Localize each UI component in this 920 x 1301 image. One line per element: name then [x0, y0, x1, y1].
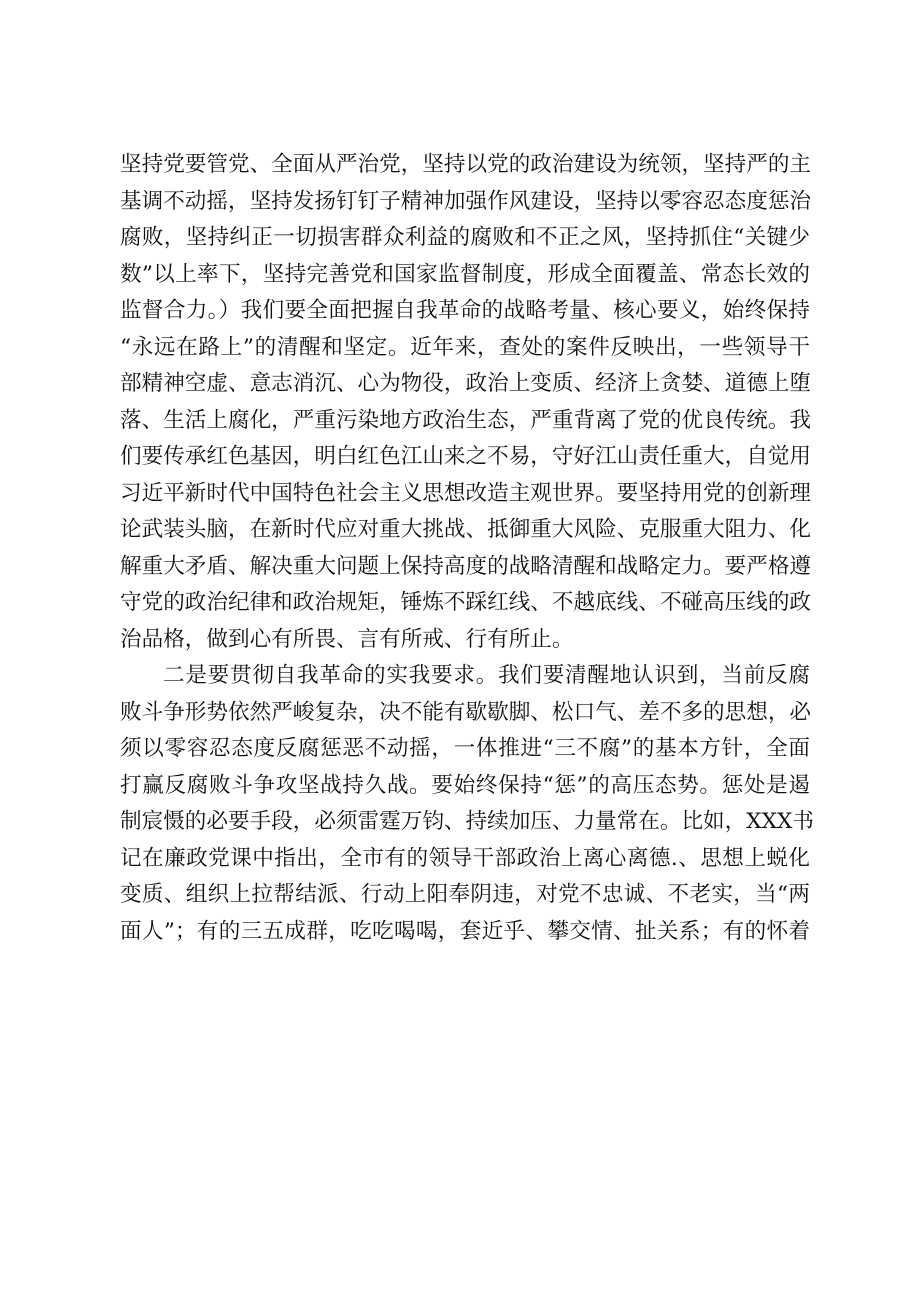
- text-line-15: 二是要贯彻自我革命的实我要求。我们要清醒地认识到，当前反腐: [163, 663, 810, 688]
- text-line-21: 变质、组织上拉帮结派、行动上阳奉阴违，对党不忠诚、不老实，当“两: [120, 882, 810, 907]
- text-line-11: 论武装头脑，在新时代应对重大挑战、抵御重大风险、克服重大阻力、化: [120, 517, 812, 542]
- text-line-10: 习近平新时代中国特色社会主义思想改造主观世界。要坚持用党的创新理: [120, 480, 812, 506]
- text-line-14: 治品格，做到心有所畏、言有所戒、行有所止。: [120, 626, 574, 652]
- text-line-7: 部精神空虚、意志消沉、心为物役，政治上变质、经济上贪婪、道德上堕: [120, 371, 812, 396]
- text-line-4: 数”以上率下，坚持完善党和国家监督制度，形成全面覆盖、常态长效的: [120, 261, 810, 287]
- text-line-18: 打赢反腐败斗争攻坚战持久战。要始终保持“惩”的高压态势。惩处是遏: [120, 772, 810, 798]
- text-line-5: 监督合力。）我们要全面把握自我革命的战略考量、核心要义，始终保持: [120, 298, 810, 323]
- text-line-16: 败斗争形势依然严峻复杂，决不能有歇歇脚、松口气、差不多的思想，必: [120, 699, 812, 725]
- text-line-17: 须以零容忍态度反腐惩恶不动摇，一体推进“三不腐”的基本方针，全面: [120, 736, 810, 761]
- text-line-13: 守党的政治纪律和政治规矩，锤炼不踩红线、不越底线、不碰高压线的政: [120, 590, 812, 615]
- text-line-1: 坚持党要管党、全面从严治党，坚持以党的政治建设为统领，坚持严的主: [120, 152, 812, 177]
- text-line-19: 制宸慑的必要手段，必须雷霆万钧、持续加压、力量常在。比如，XXX书: [120, 809, 814, 834]
- text-line-20: 记在廉政党课中指出，全市有的领导干部政治上离心离德.、思想上蜕化: [120, 845, 810, 871]
- text-line-22: 面人”；有的三五成群，吃吃喝喝，套近乎、攀交情、扯关系；有的怀着: [120, 918, 810, 944]
- text-line-6: “永远在路上”的清醒和坚定。近年来，查处的案件反映出，一些领导干: [120, 334, 810, 360]
- text-line-3: 腐败，坚持纠正一切损害群众利益的腐败和不正之风，坚持抓住“关键少: [120, 225, 810, 250]
- text-line-8: 落、生活上腐化，严重污染地方政治生态，严重背离了党的优良传统。我: [120, 407, 812, 433]
- text-line-9: 们要传承红色基因，明白红色江山来之不易，守好江山责任重大，自觉用: [120, 444, 812, 469]
- body-text: [120, 147, 814, 950]
- text-line-12: 解重大矛盾、解决重大问题上保持高度的战略清醒和战略定力。要严格遵: [120, 553, 812, 579]
- text-line-2: 基调不动摇，坚持发扬钉钉子精神加强作风建设，坚持以零容忍态度惩治: [120, 188, 812, 214]
